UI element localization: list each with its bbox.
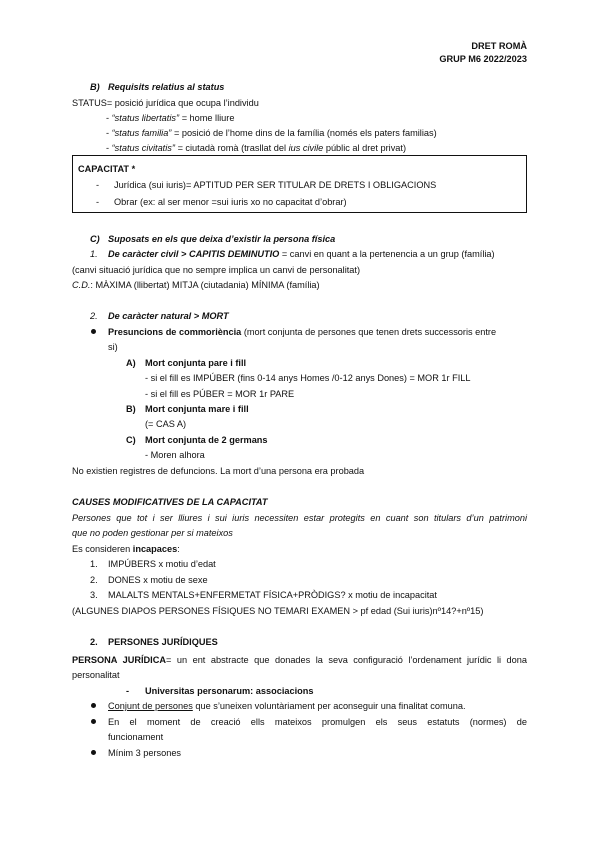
item1-line (108, 248, 495, 260)
bullet-icon (91, 750, 96, 755)
closing-note: No existien registres de defuncions. La mort d’una persona era probada (72, 466, 365, 476)
description: home lliure (186, 113, 235, 123)
presuncions-rest: (mort conjunta de persones que tenen drets successoris entre (241, 327, 497, 337)
capacitat-item-juridica: Jurídica (sui iuris)= APTITUD PER SER TITULAR DE DRETS I OBLIGACIONS (114, 180, 437, 190)
item1-number: 1. (90, 249, 98, 259)
considered-pre: Es consideren (72, 544, 133, 554)
cd-label: C.D. (72, 280, 91, 290)
item1-note: (canvi situació jurídica que no sempre implica un canvi de personalitat) (72, 265, 361, 275)
causes-considered (72, 543, 180, 555)
status-item-civitatis: - “status civitatis” = ciutadà romà (trasllat del ius civile públic al dret privat) (106, 143, 407, 153)
causes-item: IMPÚBERS x motiu d’edat (108, 559, 216, 569)
term-ius-civile: ius civile (288, 143, 324, 153)
suposats-heading-letter: C) (90, 234, 100, 244)
presuncions-continuation: si) (108, 342, 118, 352)
case-a-line: - si el fill es PÚBER = MOR 1r PARE (145, 389, 295, 399)
def-rest: = un ent abstracte que donades la seva configuració l’ordenament jurídic li dona (166, 655, 527, 665)
capacitat-item: - (96, 197, 100, 207)
causes-num: 3. (90, 590, 98, 600)
term: “status libertatis” = (111, 113, 187, 123)
bullet-rest: que s’uneixen voluntàriament per aconseguir una finalitat comuna. (192, 701, 466, 711)
causes-item: MALALTS MENTALS+ENFERMETAT FÍSICA+PRÒDIGS? x motiu de incapacitat (108, 590, 437, 600)
considered-bold: incapaces (132, 544, 178, 554)
case-b-title: Mort conjunta mare i fill (145, 404, 249, 414)
causes-heading: CAUSES MODIFICATIVES DE LA CAPACITAT (72, 497, 268, 507)
capacitat-title: CAPACITAT * (78, 164, 136, 174)
case-b-letter: B) (126, 404, 136, 414)
juridiques-num: 2. (90, 637, 98, 647)
juridiques-bullet-2: En el moment de creació ells mateixos promulgen els seus estatuts (normes) de (108, 717, 527, 727)
juridiques-bullet-1 (108, 700, 466, 712)
cd-line (72, 279, 320, 291)
underlined-term: Conjunt de persones (108, 701, 193, 711)
causes-num: 1. (90, 559, 98, 569)
causes-item: DONES x motiu de sexe (108, 575, 208, 585)
header-group: GRUP M6 2022/2023 (439, 54, 527, 64)
status-item-libertatis: - “status libertatis” = home lliure (106, 113, 235, 123)
bullet-icon (91, 719, 96, 724)
description: públic al dret privat) (323, 143, 407, 153)
case-a-letter: A) (126, 358, 136, 368)
capacitat-item-obrar: Obrar (ex: al ser menor =sui iuris xo no capacitat d’obrar) (114, 197, 347, 207)
causes-num: 2. (90, 575, 98, 585)
case-c-letter: C) (126, 435, 136, 445)
juridiques-heading: PERSONES JURÍDIQUES (108, 637, 218, 647)
def-bold: PERSONA JURÍDICA (72, 655, 166, 665)
header-title: DRET ROMÀ (471, 41, 527, 51)
cd-rest: : MÀXIMA (llibertat) MITJA (ciutadania) MÍNIMA (família) (90, 280, 320, 290)
juridiques-bullet-2-cont: funcionament (108, 732, 164, 742)
term: “status familia” = (111, 128, 180, 138)
status-heading: Requisits relatius al status (108, 82, 225, 92)
item1-bold: De caràcter civil > CAPITIS DEMINUTIO (108, 249, 280, 259)
presuncions-bold: Presuncions de commoriència (108, 327, 242, 337)
causes-intro-2: que no poden gestionar per si mateixos (72, 528, 233, 538)
bullet-icon (91, 329, 96, 334)
presuncions-line (108, 326, 496, 338)
term: “status civitatis” = (111, 143, 183, 153)
bullet-icon (91, 703, 96, 708)
status-heading-letter: B) (90, 82, 100, 92)
juridiques-bullet-3: Mínim 3 persones (108, 748, 182, 758)
description: ciutadà romà (trasllat del (182, 143, 289, 153)
causes-note: (ALGUNES DIAPOS PERSONES FÍSIQUES NO TEMARI EXAMEN > pf edad (Sui iuris)nº14?+nº15) (72, 606, 484, 616)
capacitat-item: - (96, 180, 100, 190)
causes-intro-1: Persones que tot i ser lliures i sui iuris necessiten estar protegits en cuant son titulars d’un patrimoni (72, 513, 527, 523)
sub-heading: Universitas personarum: associacions (145, 686, 314, 696)
case-b-line: (= CAS A) (145, 419, 187, 429)
suposats-heading: Suposats en els que deixa d’existir la persona física (108, 234, 336, 244)
case-a-title: Mort conjunta pare i fill (145, 358, 247, 368)
item2-number: 2. (90, 311, 98, 321)
case-a-line: - si el fill es IMPÚBER (fins 0-14 anys Homes /0-12 anys Dones) = MOR 1r FILL (145, 373, 471, 383)
juridiques-definition (72, 654, 527, 666)
description: posició de l’home dins de la família (només els paters familias) (179, 128, 437, 138)
status-item-familia: - “status familia” = posició de l’home dins de la família (només els paters familias) (106, 128, 437, 138)
sub-dash: - (126, 686, 130, 696)
status-definition: STATUS= posició jurídica que ocupa l’individu (72, 98, 259, 108)
juridiques-definition-cont: personalitat (72, 670, 120, 680)
item2-bold: De caràcter natural > MORT (108, 311, 229, 321)
item1-rest: = canvi en quant a la pertenencia a un grup (família) (279, 249, 495, 259)
considered-post: : (177, 544, 180, 554)
case-c-title: Mort conjunta de 2 germans (145, 435, 268, 445)
case-c-line: - Moren alhora (145, 450, 205, 460)
